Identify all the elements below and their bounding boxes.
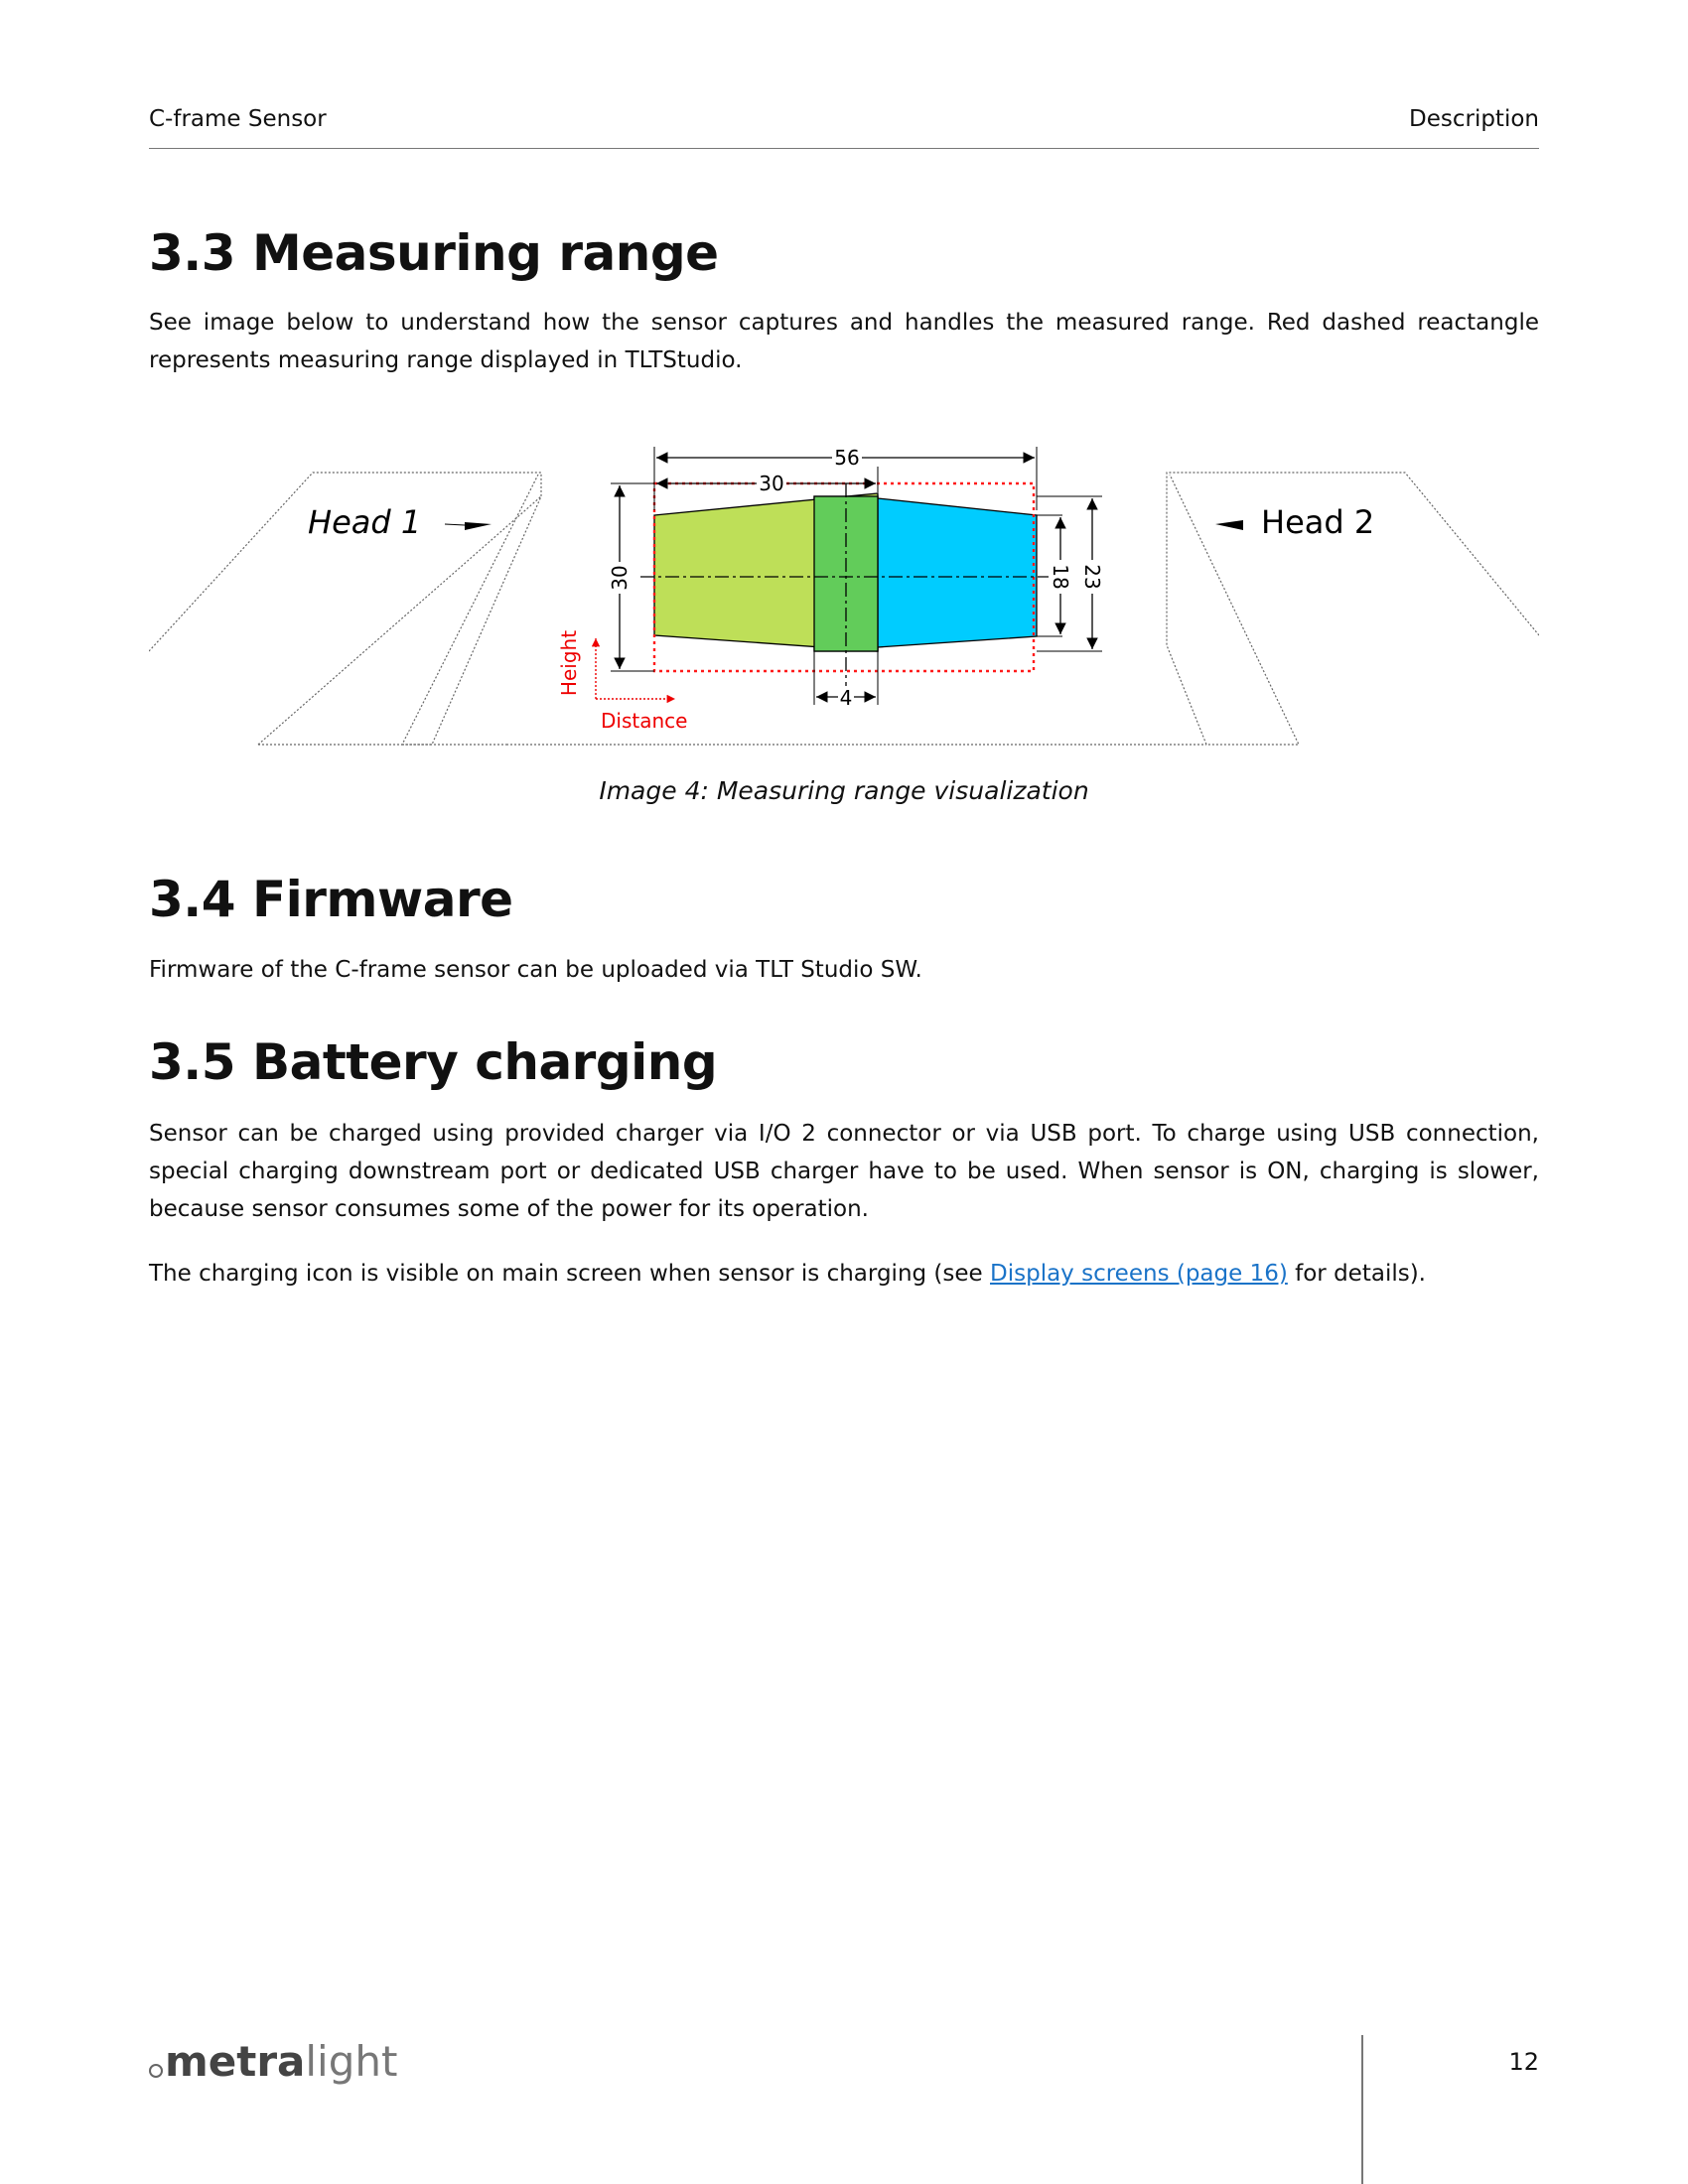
head1-arrow-icon bbox=[465, 522, 492, 530]
logo-text-thin: light bbox=[305, 2037, 398, 2086]
figure-caption: Image 4: Measuring range visualization bbox=[599, 776, 1089, 805]
battery-charging-text: Sensor can be charged using provided charger via I/O 2 connector or via USB port. To charge using USB connection, special charging downstream port or dedicated USB charger have to be used. When sensor is ON, charging is slower, because sensor consumes some of the power for its operation. bbox=[149, 1121, 1539, 1222]
dim-height-left: 30 bbox=[608, 565, 632, 591]
page-header bbox=[149, 104, 1539, 149]
heading-measuring-range: 3.3 Measuring range bbox=[149, 224, 719, 282]
measuring-range-text: See image below to understand how the sensor captures and handles the measured range. Red dashed reactangle represents measuring range displayed in TLTStudio. bbox=[149, 310, 1539, 373]
footer-divider bbox=[1361, 2035, 1363, 2184]
dim-height-inner: 18 bbox=[1049, 564, 1072, 590]
measuring-range-figure bbox=[149, 427, 1539, 754]
logo-text-bold: metra bbox=[165, 2037, 306, 2086]
page-number: 12 bbox=[1508, 2048, 1539, 2076]
dim-total-width: 56 bbox=[834, 446, 860, 470]
charging-icon-text-end: for details). bbox=[1287, 1261, 1426, 1287]
charging-icon-text bbox=[149, 1255, 1539, 1293]
header-chapter-title: Description bbox=[1409, 106, 1539, 132]
head2-arrow-icon bbox=[1215, 520, 1243, 530]
heading-battery-charging: 3.5 Battery charging bbox=[149, 1033, 718, 1091]
axis-distance-label: Distance bbox=[601, 709, 688, 733]
metralight-logo bbox=[149, 2037, 397, 2086]
head2-label: Head 2 bbox=[1261, 503, 1375, 541]
heading-firmware: 3.4 Firmware bbox=[149, 871, 513, 928]
firmware-text: Firmware of the C-frame sensor can be uploaded via TLT Studio SW. bbox=[149, 957, 922, 983]
dim-head1-width: 30 bbox=[759, 472, 784, 495]
logo-dot-icon bbox=[149, 2064, 163, 2078]
dim-height-outer: 23 bbox=[1080, 564, 1104, 590]
display-screens-link[interactable]: Display screens (page 16) bbox=[990, 1261, 1288, 1287]
charging-icon-text-start: The charging icon is visible on main screen when sensor is charging (see bbox=[149, 1261, 991, 1287]
dim-overlap: 4 bbox=[839, 686, 853, 710]
header-document-title: C-frame Sensor bbox=[149, 106, 327, 132]
head1-label: Head 1 bbox=[308, 503, 422, 541]
axis-height-label: Height bbox=[557, 629, 581, 697]
